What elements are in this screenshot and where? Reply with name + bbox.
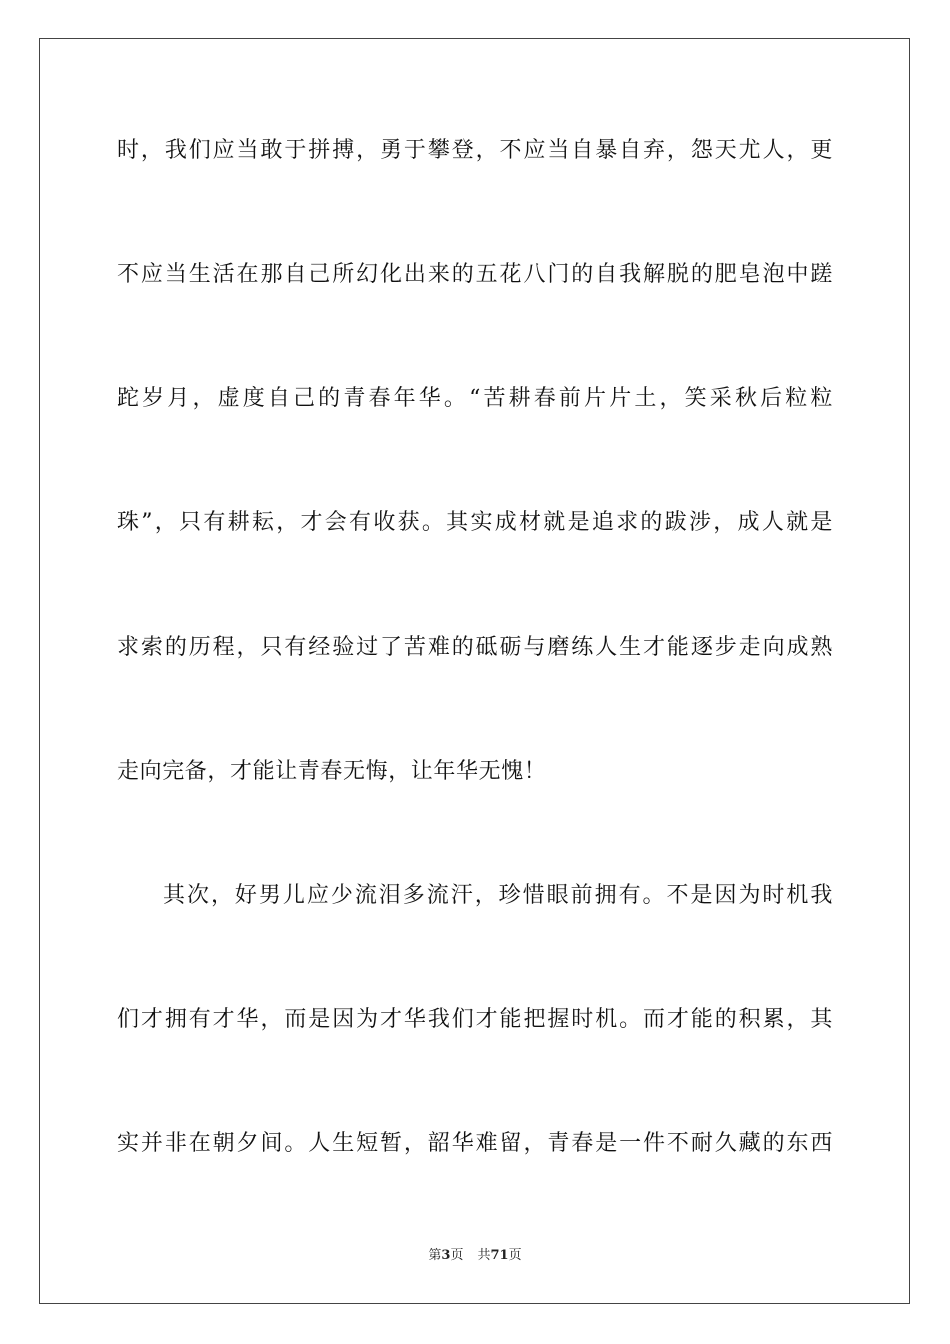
text-line-2: 不应当生活在那自己所幻化出来的五花八门的自我解脱的肥皂泡中蹉 [117, 262, 833, 287]
total-label-suffix: 页 [508, 1248, 522, 1263]
page-footer [0, 1248, 950, 1264]
page-number: 3 [441, 1248, 451, 1263]
page-border [39, 38, 910, 1304]
total-label-prefix: 共 [477, 1248, 491, 1263]
text-line-1: 时，我们应当敢于拼搏，勇于攀登，不应当自暴自弃，怨天尤人，更 [117, 138, 833, 163]
text-line-5: 求索的历程，只有经验过了苦难的砥砺与磨练人生才能逐步走向成熟 [117, 635, 833, 660]
total-pages: 71 [490, 1248, 509, 1263]
text-line-4: 珠”，只有耕耘，才会有收获。其实成材就是追求的跋涉，成人就是 [117, 510, 833, 535]
text-line-8: 们才拥有才华，而是因为才华我们才能把握时机。而才能的积累，其 [117, 1007, 833, 1032]
text-line-9: 实并非在朝夕间。人生短暂，韶华难留，青春是一件不耐久藏的东西 [117, 1131, 833, 1156]
text-line-3: 跎岁月，虚度自己的青春年华。“苦耕春前片片土，笑采秋后粒粒 [117, 386, 833, 411]
page-label-prefix: 第 [428, 1248, 442, 1263]
text-line-6: 走向完备，才能让青春无悔，让年华无愧！ [117, 759, 547, 784]
page-label-suffix: 页 [450, 1248, 464, 1263]
text-line-7-paragraph-start: 其次，好男儿应少流泪多流汗，珍惜眼前拥有。不是因为时机我 [163, 883, 833, 908]
